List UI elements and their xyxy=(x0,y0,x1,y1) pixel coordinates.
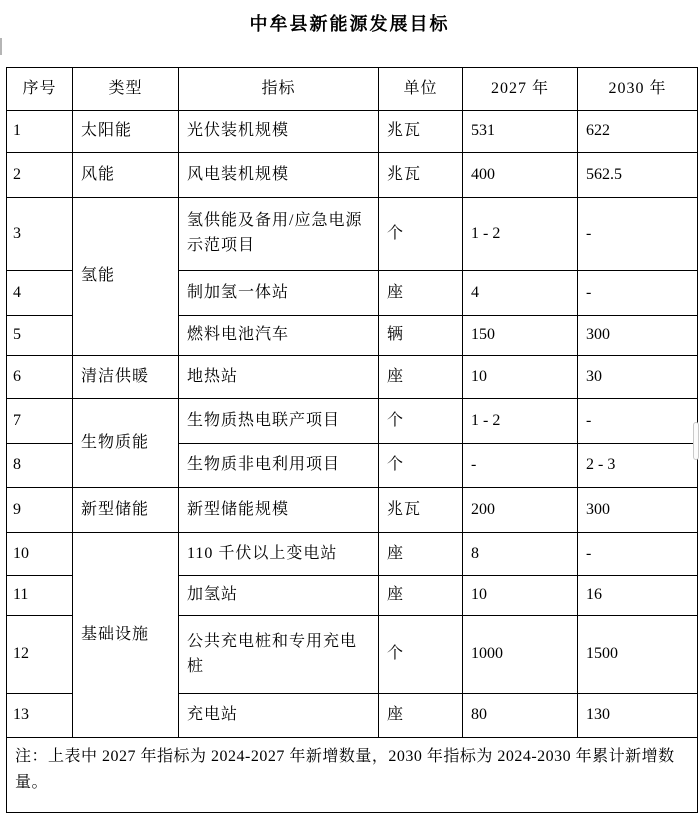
cell-seq: 8 xyxy=(7,444,73,488)
table-row xyxy=(7,198,698,271)
cell-type: 清洁供暖 xyxy=(73,356,179,399)
cell-2027: 531 xyxy=(463,111,578,153)
cell-unit: 个 xyxy=(379,198,463,271)
cell-2030: 1500 xyxy=(578,616,698,694)
cell-2027: 400 xyxy=(463,153,578,198)
table-row xyxy=(7,399,698,444)
table-footnote: 注：上表中 2027 年指标为 2024-2027 年新增数量，2030 年指标为 2024-2030 年累计新增数量。 xyxy=(7,738,698,813)
cell-seq: 4 xyxy=(7,271,73,316)
cell-2027: 200 xyxy=(463,488,578,533)
cell-2030: - xyxy=(578,533,698,576)
cell-unit: 座 xyxy=(379,356,463,399)
cell-2027: 1 - 2 xyxy=(463,198,578,271)
table-row xyxy=(7,356,698,399)
cell-2030: 300 xyxy=(578,316,698,356)
cell-type-biomass: 生物质能 xyxy=(73,399,179,488)
cell-unit: 兆瓦 xyxy=(379,488,463,533)
cell-seq: 13 xyxy=(7,694,73,738)
cell-2027: 1 - 2 xyxy=(463,399,578,444)
col-header-unit: 单位 xyxy=(379,68,463,111)
cell-indicator: 光伏装机规模 xyxy=(179,111,379,153)
note-row xyxy=(7,738,698,813)
cell-2030: 16 xyxy=(578,576,698,616)
cell-type-hydrogen: 氢能 xyxy=(73,198,179,356)
cell-type: 风能 xyxy=(73,153,179,198)
cell-unit: 个 xyxy=(379,399,463,444)
col-header-type: 类型 xyxy=(73,68,179,111)
cell-2027: 10 xyxy=(463,576,578,616)
cell-indicator: 燃料电池汽车 xyxy=(179,316,379,356)
cell-2027: 1000 xyxy=(463,616,578,694)
cell-unit: 个 xyxy=(379,616,463,694)
table-row xyxy=(7,153,698,198)
cell-seq: 2 xyxy=(7,153,73,198)
table-row xyxy=(7,111,698,153)
cell-2030: - xyxy=(578,198,698,271)
cell-unit: 座 xyxy=(379,271,463,316)
cell-2027: 4 xyxy=(463,271,578,316)
cell-seq: 12 xyxy=(7,616,73,694)
cell-seq: 11 xyxy=(7,576,73,616)
cell-2030: 2 - 3 xyxy=(578,444,698,488)
cell-unit: 个 xyxy=(379,444,463,488)
col-header-no: 序号 xyxy=(7,68,73,111)
cell-seq: 6 xyxy=(7,356,73,399)
cell-indicator: 制加氢一体站 xyxy=(179,271,379,316)
scrollbar-thumb[interactable] xyxy=(693,422,699,460)
cell-unit: 座 xyxy=(379,576,463,616)
cell-seq: 1 xyxy=(7,111,73,153)
col-header-indicator: 指标 xyxy=(179,68,379,111)
cell-2030: 300 xyxy=(578,488,698,533)
cell-type: 太阳能 xyxy=(73,111,179,153)
cell-2027: 10 xyxy=(463,356,578,399)
cell-2027: 80 xyxy=(463,694,578,738)
cell-indicator: 生物质热电联产项目 xyxy=(179,399,379,444)
cell-seq: 10 xyxy=(7,533,73,576)
page-title: 中牟县新能源发展目标 xyxy=(249,14,450,34)
text-cursor xyxy=(0,38,2,55)
table-row xyxy=(7,488,698,533)
cell-seq: 5 xyxy=(7,316,73,356)
cell-unit: 辆 xyxy=(379,316,463,356)
cell-seq: 9 xyxy=(7,488,73,533)
cell-unit: 座 xyxy=(379,533,463,576)
cell-unit: 兆瓦 xyxy=(379,111,463,153)
cell-type-infrastructure: 基础设施 xyxy=(73,533,179,738)
cell-indicator: 氢供能及备用/应急电源示范项目 xyxy=(179,198,379,271)
cell-2030: 622 xyxy=(578,111,698,153)
goals-table xyxy=(6,67,698,813)
cell-2027: 8 xyxy=(463,533,578,576)
cell-2027: - xyxy=(463,444,578,488)
col-header-2027: 2027 年 xyxy=(463,68,578,111)
cell-2030: 562.5 xyxy=(578,153,698,198)
cell-indicator: 新型储能规模 xyxy=(179,488,379,533)
col-header-2030: 2030 年 xyxy=(578,68,698,111)
cell-indicator: 生物质非电利用项目 xyxy=(179,444,379,488)
cell-indicator: 110 千伏以上变电站 xyxy=(179,533,379,576)
cell-2030: 30 xyxy=(578,356,698,399)
cell-indicator: 公共充电桩和专用充电桩 xyxy=(179,616,379,694)
header-row xyxy=(7,68,698,111)
cell-2030: - xyxy=(578,271,698,316)
table-row xyxy=(7,533,698,576)
cell-type: 新型储能 xyxy=(73,488,179,533)
cell-unit: 座 xyxy=(379,694,463,738)
cell-2030: 130 xyxy=(578,694,698,738)
cell-indicator: 风电装机规模 xyxy=(179,153,379,198)
cell-indicator: 加氢站 xyxy=(179,576,379,616)
cell-2027: 150 xyxy=(463,316,578,356)
cell-seq: 7 xyxy=(7,399,73,444)
cell-indicator: 地热站 xyxy=(179,356,379,399)
cell-unit: 兆瓦 xyxy=(379,153,463,198)
cell-seq: 3 xyxy=(7,198,73,271)
cell-indicator: 充电站 xyxy=(179,694,379,738)
cell-2030: - xyxy=(578,399,698,444)
